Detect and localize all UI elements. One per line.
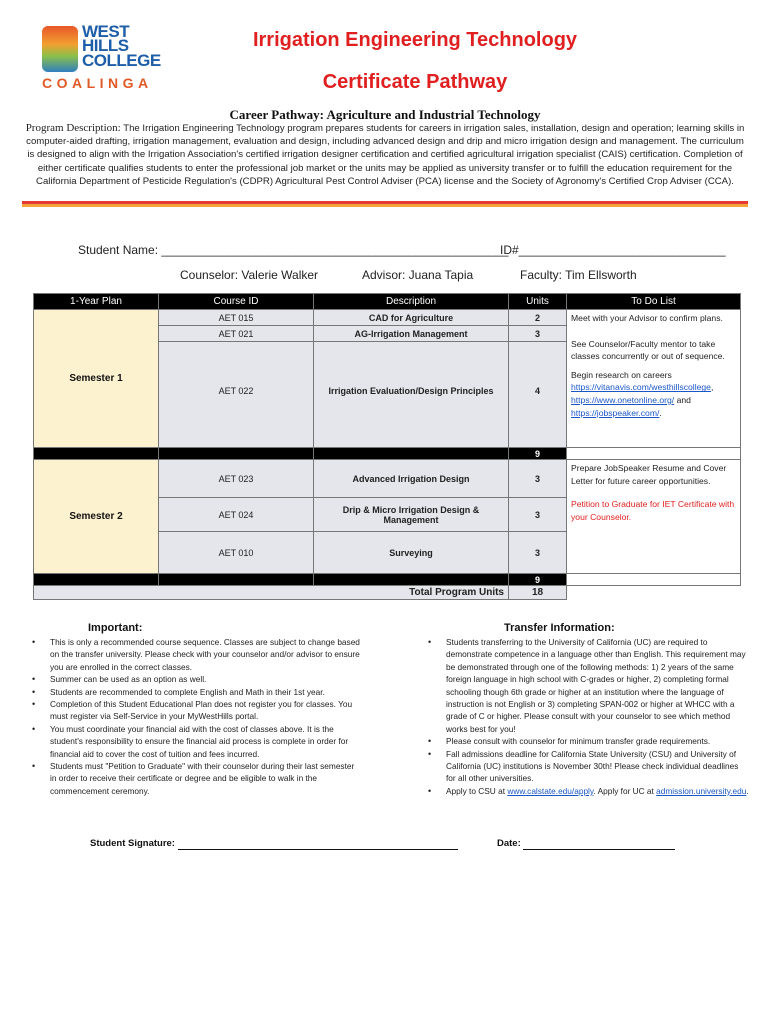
todo-item: Begin research on careers — [571, 369, 672, 380]
uc-admission-link[interactable]: admission.university.edu — [656, 785, 747, 796]
apply-end: . — [746, 785, 749, 796]
divider-orange — [22, 204, 748, 207]
course-units: 3 — [509, 498, 567, 532]
course-description: Irrigation Evaluation/Design Principles — [314, 342, 509, 448]
list-item: • Fall admissions deadline for California State University (CSU) and University of California (UC) institutions is November 30th! Please check individual deadlines for all other universities. — [428, 748, 750, 785]
course-id: AET 023 — [159, 460, 314, 498]
onetonline-link[interactable]: https://www.onetonline.org/ — [571, 394, 675, 405]
apply-csu-text: Apply to CSU at — [446, 785, 506, 796]
semester-1-total-row — [34, 448, 741, 460]
list-item: • You must coordinate your financial aid with the cost of classes above. It is the student's responsibility to ensure the financial aid process is complete in order for financial aid to cover the cost of tuition and fees incurred. — [32, 723, 362, 760]
program-total-row — [34, 586, 741, 600]
program-description-label: Program Description: — [25, 122, 121, 134]
header-units: Units — [509, 294, 567, 310]
counselor-name: Counselor: Valerie Walker — [180, 268, 319, 282]
signature-label: Student Signature: — [90, 838, 175, 849]
student-id-field[interactable]: ID#_______________________________ — [500, 243, 726, 257]
apply-uc-text: . Apply for UC at — [593, 785, 654, 796]
course-id: AET 021 — [159, 326, 314, 342]
semester-1-label: Semester 1 — [34, 310, 159, 448]
important-heading: Important: — [88, 622, 143, 634]
signature-line[interactable] — [178, 849, 458, 850]
vitanavis-link[interactable]: https://vitanavis.com/westhillscollege — [571, 382, 711, 393]
transfer-list — [428, 636, 750, 797]
csu-apply-link[interactable]: www.calstate.edu/apply — [507, 785, 594, 796]
header-course-id: Course ID — [159, 294, 314, 310]
logo-text-coalinga: COALINGA — [42, 75, 153, 91]
list-item: • Summer can be used as an option as well. — [32, 673, 362, 685]
todo-item: Meet with your Advisor to confirm plans. — [571, 313, 723, 323]
program-description-text: The Irrigation Engineering Technology program prepares students for careers in irrigation sales, installation, design and operation; learning skills in computer-aided drafting, irrigation management, evaluation and design, including advanced design and drip and micro irrigation design and management. The curriculum is designed to align with the Irrigation Association's certified irrigation designer certification and certified agricultural irrigation specialist (CAIS) certification. Completion of either certificate qualifies students to enter the professional job market or the units may be applied as university transfer or to fulfill the education requirement for the California Department of Pesticide Regulation's (CDPR) Agricultural Pest Control Adviser (PCA) license and the Society of Agronomy's Certified Crop Adviser (CCA). — [26, 123, 745, 187]
course-id: AET 024 — [159, 498, 314, 532]
course-description: AG-Irrigation Management — [314, 326, 509, 342]
jobspeaker-link[interactable]: https://jobspeaker.com/ — [571, 407, 660, 418]
course-description: Advanced Irrigation Design — [314, 460, 509, 498]
career-pathway: Career Pathway: Agriculture and Industrial Technology — [229, 107, 541, 122]
logo-text-hills: HILLS — [82, 36, 129, 55]
list-item — [428, 785, 750, 797]
semester-1-total-units: 9 — [509, 448, 567, 460]
total-program-units-label: Total Program Units — [314, 586, 509, 600]
todo-item: See Counselor/Faculty mentor to take classes concurrently or out of sequence. — [571, 338, 725, 362]
list-item: • Students transferring to the University of California (UC) are required to demonstrate competence in a language other than English. This requirement may be demonstrated through one of the following methods: 1) 2 years of the same foreign language in high school with C-grades or higher, 2) completing formal schooling though 6th grade or higher at an institution where the language of instruction is not English or 3) completing SPAN-002 or higher at WHCC with a grade of C or higher. Please consult with your counselor to see which method works best for you! — [428, 636, 750, 735]
semester-2-label: Semester 2 — [34, 460, 159, 574]
date-row — [497, 838, 675, 850]
course-description: CAD for Agriculture — [314, 310, 509, 326]
signature-row — [90, 838, 458, 850]
course-units: 2 — [509, 310, 567, 326]
logo-text-college: COLLEGE — [82, 51, 161, 70]
header-plan: 1-Year Plan — [34, 294, 159, 310]
table-row — [34, 460, 741, 498]
student-name-field[interactable]: Student Name: ____________________________________________________ — [78, 243, 509, 257]
advisor-name: Advisor: Juana Tapia — [362, 268, 474, 282]
date-label: Date: — [497, 838, 521, 849]
list-item: • This is only a recommended course sequence. Classes are subject to change based on the transfer university. Please check with your counselor and/or advisor to ensure you are enrolled in the correct classes. — [32, 636, 362, 673]
course-id: AET 015 — [159, 310, 314, 326]
faculty-name: Faculty: Tim Ellsworth — [520, 268, 637, 282]
course-id: AET 022 — [159, 342, 314, 448]
course-plan-table — [33, 293, 741, 600]
header-description: Description — [314, 294, 509, 310]
todo-item: Prepare JobSpeaker Resume and Cover Letter for future career opportunities. — [571, 463, 727, 486]
course-units: 3 — [509, 460, 567, 498]
todo-item-petition: Petition to Graduate for IET Certificate with your Counselor. — [571, 499, 735, 522]
course-units: 3 — [509, 532, 567, 574]
transfer-heading: Transfer Information: — [504, 622, 615, 634]
list-item: • Students must "Petition to Graduate" with their counselor during their last semester in order to receive their certificate or degree and be eligible to walk in the commencement ceremony. — [32, 760, 362, 797]
course-units: 3 — [509, 326, 567, 342]
list-item: • Please consult with counselor for minimum transfer grade requirements. — [428, 735, 750, 747]
date-line[interactable] — [523, 849, 675, 850]
course-id: AET 010 — [159, 532, 314, 574]
course-description: Drip & Micro Irrigation Design & Management — [314, 498, 509, 532]
course-description: Surveying — [314, 532, 509, 574]
semester-2-total-row — [34, 574, 741, 586]
total-program-units: 18 — [509, 586, 567, 600]
todo-and: and — [676, 394, 691, 405]
semester-1-todo: Meet with your Advisor to confirm plans. See Counselor/Faculty mentor to take classes concurrently or out of sequence. Begin research on careers https://vitanavis.com/westhillscollege, https://www.onetonline.org/ and https://jobspeaker.com/. — [567, 310, 741, 448]
list-item: • Students are recommended to complete English and Math in their 1st year. — [32, 686, 362, 698]
page-title: Irrigation Engineering Technology — [252, 29, 578, 51]
course-units: 4 — [509, 342, 567, 448]
header-todo: To Do List — [567, 294, 741, 310]
important-list — [32, 636, 362, 797]
table-row — [34, 310, 741, 326]
list-item: • Completion of this Student Educational Plan does not register you for classes. You must register via Self-Service in your MyWestHills portal. — [32, 698, 362, 723]
semester-2-todo — [567, 460, 741, 574]
table-header-row — [34, 294, 741, 310]
semester-2-total-units: 9 — [509, 574, 567, 586]
page-subtitle: Certificate Pathway — [322, 71, 508, 93]
logo-text-west: WEST — [82, 22, 130, 41]
program-description — [22, 122, 748, 188]
